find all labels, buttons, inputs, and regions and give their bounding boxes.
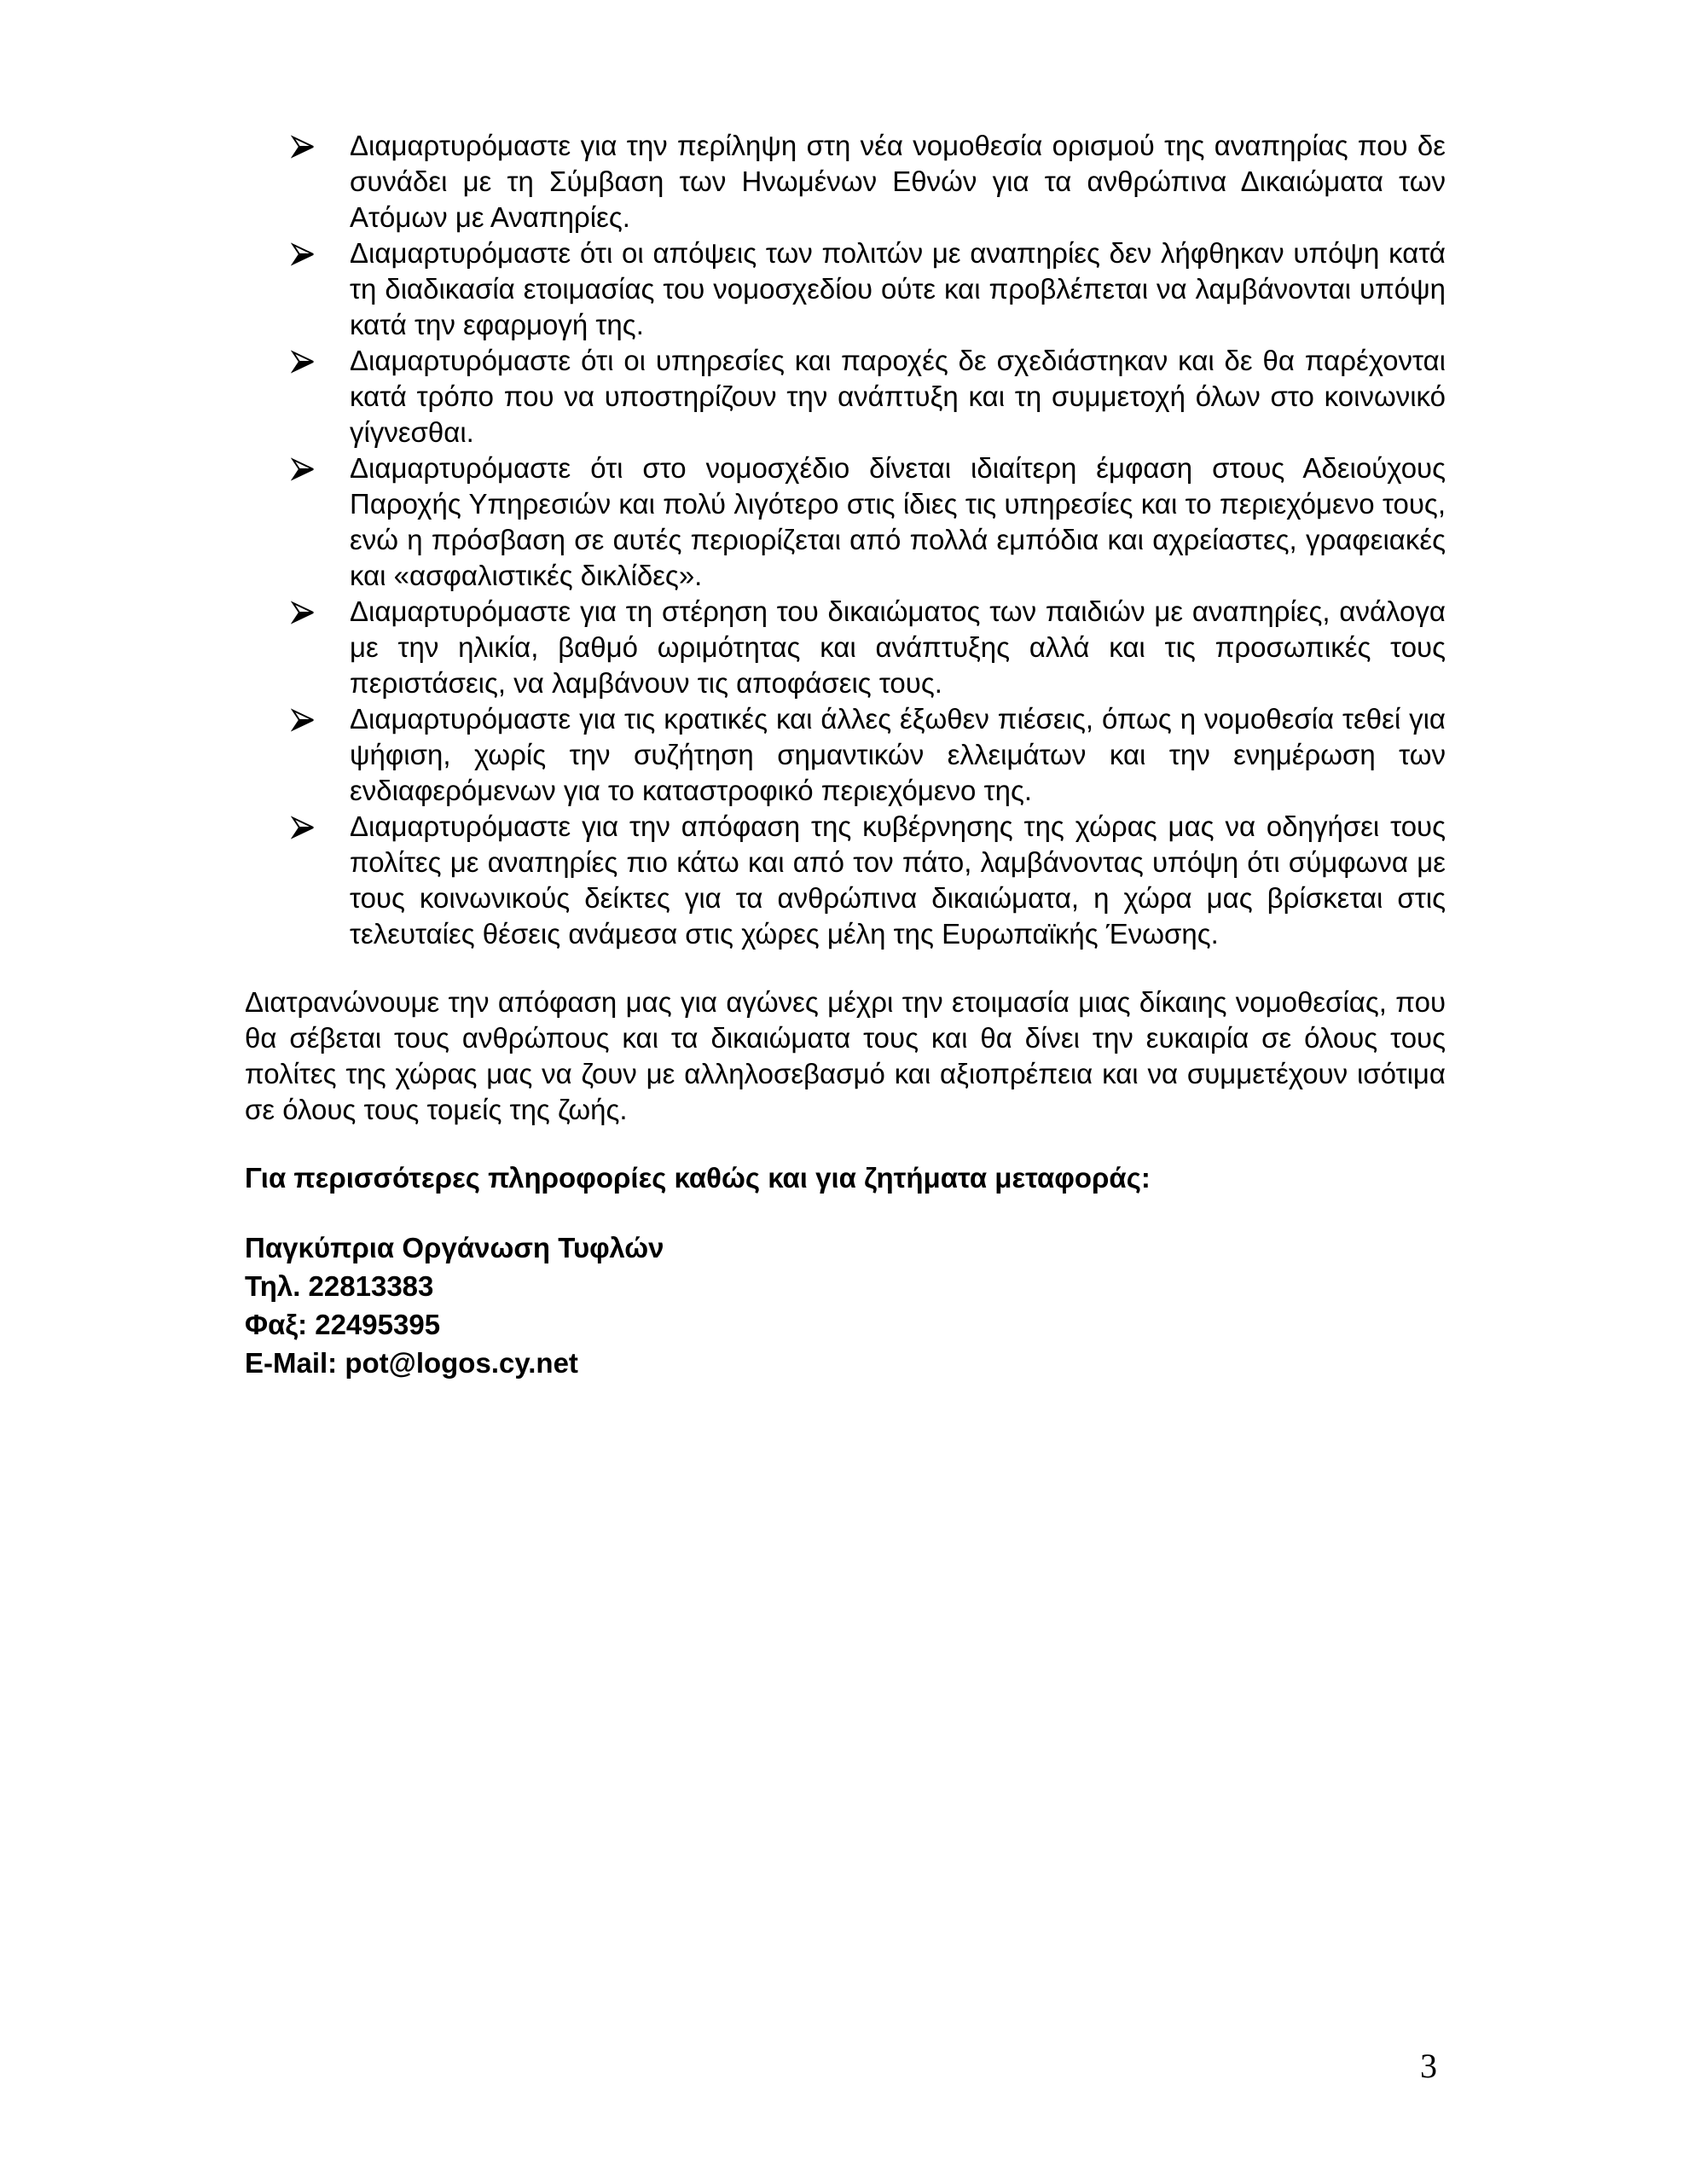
arrow-bullet-icon [291,600,316,625]
list-item [245,450,1446,594]
bullet-text: Διαμαρτυρόμαστε ότι οι απόψεις των πολιτών με αναπηρίες δεν λήφθηκαν υπόψη κατά τη διαδικασία ετοιμασίας του νομοσχεδίου ούτε και προβλέπεται να λαμβάνονται υπόψη κατά την εφαρμογή της. [350,237,1446,340]
list-item [245,343,1446,450]
fax-line: Φαξ: 22495395 [245,1309,441,1340]
arrow-bullet-icon [291,349,316,375]
bullet-text: Διαμαρτυρόμαστε για την περίληψη στη νέα νομοθεσία ορισμού της αναπηρίας που δε συνάδει με τη Σύμβαση των Ηνωμένων Εθνών για τα ανθρώπινα Δικαιώματα των Ατόμων με Αναπηρίες. [350,130,1446,233]
page-number: 3 [1420,2047,1437,2085]
arrow-bullet-icon [291,241,316,267]
list-item [245,594,1446,701]
bullet-text: Διαμαρτυρόμαστε για τις κρατικές και άλλες έξωθεν πιέσεις, όπως η νομοθεσία τεθεί για ψήφιση, χωρίς την συζήτηση σημαντικών ελλειμάτων και την ενημέρωση των ενδιαφερόμενων για το καταστροφικό περιεχόμενο της. [350,703,1446,806]
info-heading: Για περισσότερες πληροφορίες καθώς και για ζητήματα μεταφοράς: [245,1162,1151,1194]
list-item [245,235,1446,343]
organization-name: Παγκύπρια Οργάνωση Τυφλών [245,1232,664,1263]
list-item [245,128,1446,235]
list-item [245,809,1446,952]
arrow-bullet-icon [291,134,316,160]
protest-bullet-list [245,128,1446,952]
arrow-bullet-icon [291,456,316,482]
email-line: E-Mail: pot@logos.cy.net [245,1347,578,1379]
bullet-text: Διαμαρτυρόμαστε για τη στέρηση του δικαιώματος των παιδιών με αναπηρίες, ανάλογα με την ηλικία, βαθμό ωριμότητας και ανάπτυξης αλλά και τις προσωπικές τους περιστάσεις, να λαμβάνουν τις αποφάσεις τους. [350,595,1446,699]
contact-block [245,1228,1446,1382]
arrow-bullet-icon [291,815,316,840]
arrow-bullet-icon [291,707,316,733]
page-content [245,128,1446,1382]
phone-line: Τηλ. 22813383 [245,1270,434,1302]
bullet-text: Διαμαρτυρόμαστε ότι οι υπηρεσίες και παροχές δε σχεδιάστηκαν και δε θα παρέχονται κατά τρόπο που να υποστηρίζουν την ανάπτυξη και τη συμμετοχή όλων στο κοινωνικό γίγνεσθαι. [350,345,1446,448]
bullet-text: Διαμαρτυρόμαστε ότι στο νομοσχέδιο δίνεται ιδιαίτερη έμφαση στους Αδειούχους Παροχής Υπηρεσιών και πολύ λιγότερο στις ίδιες τις υπηρεσίες και το περιεχόμενο τους, ενώ η πρόσβαση σε αυτές περιορίζεται από πολλά εμπόδια και αχρείαστες, γραφειακές και «ασφαλιστικές δικλίδες». [350,452,1446,591]
bullet-text: Διαμαρτυρόμαστε για την απόφαση της κυβέρνησης της χώρας μας να οδηγήσει τους πολίτες με αναπηρίες πιο κάτω και από τον πάτο, λαμβάνοντας υπόψη ότι σύμφωνα με τους κοινωνικούς δείκτες για τα ανθρώπινα δικαιώματα, η χώρα μας βρίσκεται στις τελευταίες θέσεις ανάμεσα στις χώρες μέλη της Ευρωπαϊκής Ένωσης. [350,810,1446,950]
closing-paragraph: Διατρανώνουμε την απόφαση μας για αγώνες μέχρι την ετοιμασία μιας δίκαιης νομοθεσίας, που θα σέβεται τους ανθρώπους και τα δικαιώματα τους και θα δίνει την ευκαιρία σε όλους τους πολίτες της χώρας μας να ζουν με αλληλοσεβασμό και αξιοπρέπεια και να συμμετέχουν ισότιμα σε όλους τους τομείς της ζωής. [245,986,1446,1125]
list-item [245,701,1446,809]
